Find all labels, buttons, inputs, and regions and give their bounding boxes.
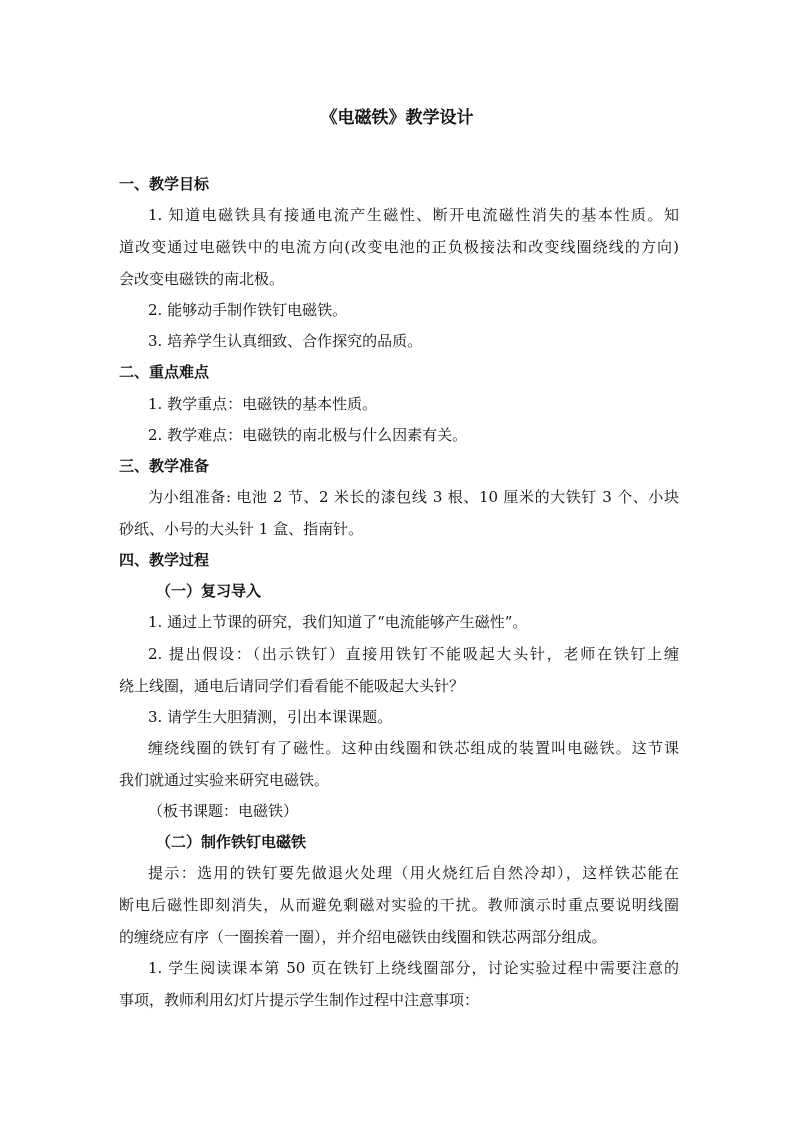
review-item-1: 1. 通过上节课的研究，我们知道了“电流能够产生磁性”。 xyxy=(148,613,528,631)
objective-2: 2. 能够动手制作铁钉电磁铁。 xyxy=(148,301,348,319)
objective-1-line-3: 会改变电磁铁的南北极。 xyxy=(119,270,285,288)
key-point-2: 2. 教学难点：电磁铁的南北极与什么因素有关。 xyxy=(148,426,468,444)
section-heading-key-points: 二、重点难点 xyxy=(119,363,210,381)
review-paragraph-line-1: 缠绕线圈的铁钉有了磁性。这种由线圈和铁芯组成的装置叫电磁铁。这节课 xyxy=(148,739,679,757)
tip-line-1: 提示：选用的铁钉要先做退火处理（用火烧红后自然冷却），这样铁芯能在 xyxy=(148,864,679,882)
objective-1-line-2: 道改变通过电磁铁中的电流方向(改变电池的正负极接法和改变线圈绕线的方向) xyxy=(119,238,679,256)
make-item-1-line-1: 1. 学生阅读课本第 50 页在铁钉上绕线圈部分，讨论实验过程中需要注意的 xyxy=(148,959,679,977)
make-item-1-line-2: 事项，教师利用幻灯片提示学生制作过程中注意事项： xyxy=(119,991,480,1009)
preparation-line-2: 砂纸、小号的大头针 1 盒、指南针。 xyxy=(119,520,364,538)
preparation-line-1: 为小组准备: 电池 2 节、2 米长的漆包线 3 根、10 厘米的大铁钉 3 个、小块 xyxy=(148,488,679,506)
board-title-note: （板书课题：电磁铁） xyxy=(148,802,299,820)
review-item-2-line-1: 2. 提出假设：（出示铁钉）直接用铁钉不能吸起大头针，老师在铁钉上缠 xyxy=(148,645,679,663)
key-point-1: 1. 教学重点：电磁铁的基本性质。 xyxy=(148,395,378,413)
objective-3: 3. 培养学生认真细致、合作探究的品质。 xyxy=(148,332,423,350)
subsection-heading-review: （一）复习导入 xyxy=(156,582,262,600)
document-title: 《电磁铁》教学设计 xyxy=(320,108,474,128)
section-heading-preparation: 三、教学准备 xyxy=(119,457,210,475)
tip-line-3: 的缠绕应有序（一圈挨着一圈），并介绍电磁铁由线圈和铁芯两部分组成。 xyxy=(119,928,607,946)
section-heading-process: 四、教学过程 xyxy=(119,551,210,569)
review-item-3: 3. 请学生大胆猜测，引出本课课题。 xyxy=(148,708,393,726)
review-paragraph-line-2: 我们就通过实验来研究电磁铁。 xyxy=(119,771,330,789)
review-item-2-line-2: 绕上线圈，通电后请同学们看看能不能吸起大头针？ xyxy=(119,677,465,695)
subsection-heading-make-electromagnet: （二）制作铁钉电磁铁 xyxy=(156,833,307,851)
tip-line-2: 断电后磁性即刻消失，从而避免剩磁对实验的干扰。教师演示时重点要说明线圈 xyxy=(119,896,679,914)
section-heading-objectives: 一、教学目标 xyxy=(119,175,210,193)
objective-1-line-1: 1. 知道电磁铁具有接通电流产生磁性、断开电流磁性消失的基本性质。知 xyxy=(148,206,679,224)
